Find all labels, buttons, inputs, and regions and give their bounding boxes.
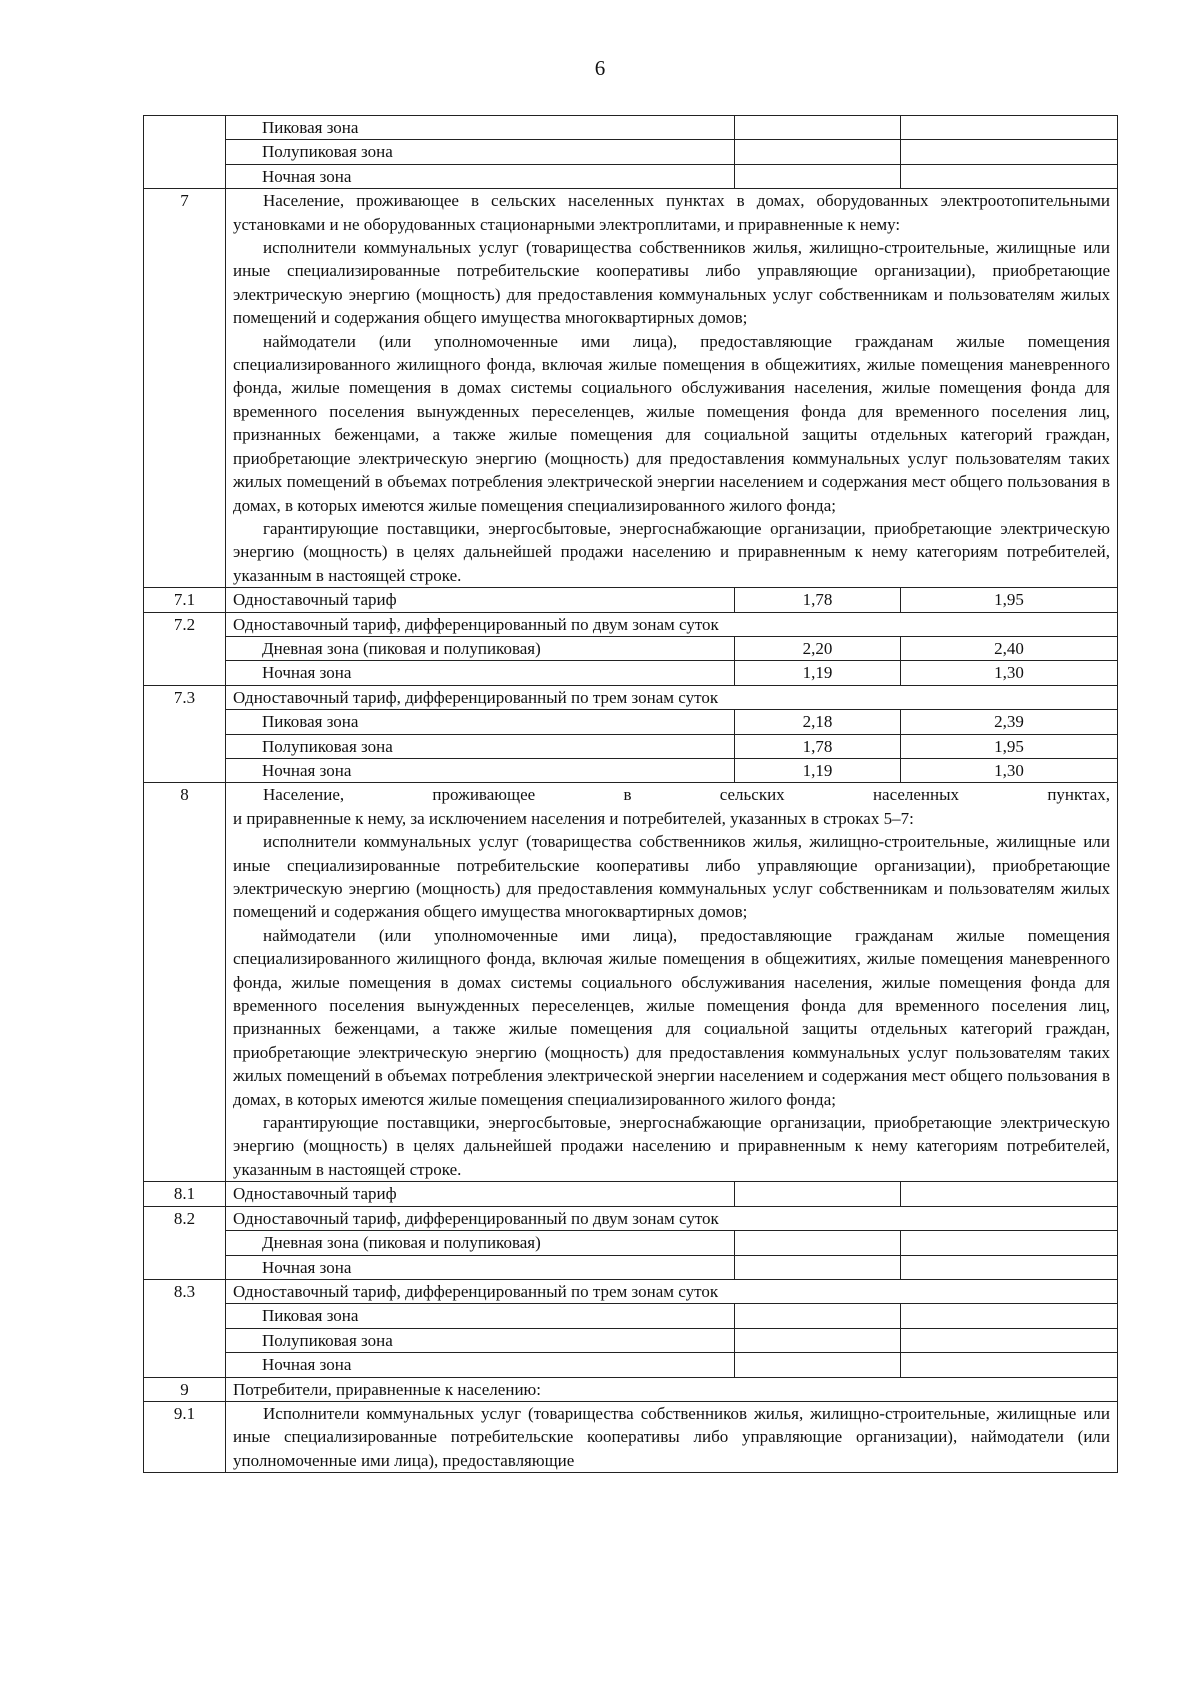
table-row [144, 588, 1118, 612]
tariff-table [143, 115, 1118, 1473]
zone-label: Ночная зона [226, 1255, 735, 1279]
table-row [144, 612, 1118, 636]
value-cell: 1,95 [901, 734, 1118, 758]
value-cell: 1,19 [735, 661, 901, 685]
table-row [144, 164, 1118, 188]
table-row [144, 116, 1118, 140]
value-cell: 1,78 [735, 588, 901, 612]
table-row [144, 1255, 1118, 1279]
zone-label: Пиковая зона [226, 710, 735, 734]
row-number: 7.2 [144, 612, 226, 636]
zone-label: Дневная зона (пиковая и полупиковая) [226, 636, 735, 660]
row-number: 7.3 [144, 685, 226, 709]
zone-label: Ночная зона [226, 1353, 735, 1377]
row-label: Одноставочный тариф, дифференцированный по двум зонам суток [226, 1206, 1118, 1230]
table-row [144, 1206, 1118, 1230]
row-label: Одноставочный тариф [226, 1182, 735, 1206]
table-row [144, 758, 1118, 782]
table-row [144, 1377, 1118, 1401]
row-number: 8.2 [144, 1206, 226, 1230]
table-row [144, 661, 1118, 685]
zone-label: Дневная зона (пиковая и полупиковая) [226, 1231, 735, 1255]
table-row [144, 710, 1118, 734]
value-cell: 2,18 [735, 710, 901, 734]
row-description: Население, проживающее в сельских населенных пунктах в домах, оборудованных электроотопительными установками и не оборудованных стационарными электроплитами, и приравненные к нему: исполнители коммунальных услуг (товарищества собственников жилья, жилищно-строительные, жилищные или иные специализированные потребительские кооперативы либо управляющие организации), приобретающие электрическую энергию (мощность) для предоставления коммунальных услуг собственникам и пользователям жилых помещений и содержания общего имущества многоквартирных домов; наймодатели (или уполномоченные ими лица), предоставляющие гражданам жилые помещения специализированного жилищного фонда, включая жилые помещения в общежитиях, жилые помещения маневренного фонда, жилые помещения в домах системы социального обслуживания населения, жилые помещения фонда для временного поселения вынужденных переселенцев, жилые помещения фонда для временного поселения лиц, признанных беженцами, а также жилые помещения для социальной защиты отдельных категорий граждан, приобретающие электрическую энергию (мощность) для предоставления коммунальных услуг пользователям таких жилых помещений в объемах потребления электрической энергии населением и содержания мест общего пользования в домах, в которых имеются жилые помещения специализированного жилого фонда; гарантирующие поставщики, энергосбытовые, энергоснабжающие организации, приобретающие электрическую энергию (мощность) в целях дальнейшей продажи населению и приравненным к нему категориям потребителей, указанным в настоящей строке. [226, 189, 1118, 588]
zone-label: Ночная зона [226, 758, 735, 782]
value-cell: 1,78 [735, 734, 901, 758]
value-cell: 1,30 [901, 661, 1118, 685]
row-number: 9 [144, 1377, 226, 1401]
row-description: Исполнители коммунальных услуг (товарищества собственников жилья, жилищно-строительные, жилищные или иные специализированные потребительские кооперативы либо управляющие организации), наймодатели (или уполномоченные ими лица), предоставляющие [226, 1401, 1118, 1472]
row-label: Одноставочный тариф, дифференцированный по трем зонам суток [226, 685, 1118, 709]
table-row [144, 1328, 1118, 1352]
value-cell: 1,30 [901, 758, 1118, 782]
table-row [144, 783, 1118, 1182]
row-number: 8 [144, 783, 226, 1182]
row-description: Население, проживающее в сельских населенных пунктах, и приравненные к нему, за исключением населения и потребителей, указанных в строках 5–7: исполнители коммунальных услуг (товарищества собственников жилья, жилищно-строительные, жилищные или иные специализированные потребительские кооперативы либо управляющие организации), приобретающие электрическую энергию (мощность) для предоставления коммунальных услуг собственникам и пользователям жилых помещений и содержания общего имущества многоквартирных домов; наймодатели (или уполномоченные ими лица), предоставляющие гражданам жилые помещения специализированного жилищного фонда, включая жилые помещения в общежитиях, жилые помещения маневренного фонда, жилые помещения в домах системы социального обслуживания населения, жилые помещения фонда для временного поселения вынужденных переселенцев, жилые помещения фонда для временного поселения лиц, признанных беженцами, а также жилые помещения для социальной защиты отдельных категорий граждан, приобретающие электрическую энергию (мощность) для предоставления коммунальных услуг пользователям таких жилых помещений в объемах потребления электрической энергии населением и содержания мест общего пользования в домах, в которых имеются жилые помещения специализированного жилого фонда; гарантирующие поставщики, энергосбытовые, энергоснабжающие организации, приобретающие электрическую энергию (мощность) в целях дальнейшей продажи населению и приравненным к нему категориям потребителей, указанным в настоящей строке. [226, 783, 1118, 1182]
table-row [144, 636, 1118, 660]
row-label: Одноставочный тариф [226, 588, 735, 612]
row-label: Одноставочный тариф, дифференцированный по трем зонам суток [226, 1279, 1118, 1303]
table-row [144, 1279, 1118, 1303]
value-cell: 2,39 [901, 710, 1118, 734]
table-row [144, 1353, 1118, 1377]
value-cell: 1,95 [901, 588, 1118, 612]
row-label: Потребители, приравненные к населению: [226, 1377, 1118, 1401]
zone-label: Полупиковая зона [226, 1328, 735, 1352]
row-label: Одноставочный тариф, дифференцированный по двум зонам суток [226, 612, 1118, 636]
page-number: 6 [594, 56, 606, 80]
row-number: 7 [144, 189, 226, 588]
table-row [144, 1182, 1118, 1206]
row-number: 9.1 [144, 1401, 226, 1472]
table-row [144, 685, 1118, 709]
zone-label: Полупиковая зона [226, 734, 735, 758]
value-cell: 2,20 [735, 636, 901, 660]
row-number: 7.1 [144, 588, 226, 612]
table-row [144, 1401, 1118, 1472]
value-cell: 2,40 [901, 636, 1118, 660]
row-number: 8.1 [144, 1182, 226, 1206]
table-row [144, 140, 1118, 164]
table-row [144, 189, 1118, 588]
zone-label: Ночная зона [226, 661, 735, 685]
zone-label: Пиковая зона [226, 1304, 735, 1328]
zone-label: Пиковая зона [226, 116, 735, 140]
table-row [144, 734, 1118, 758]
zone-label: Ночная зона [226, 164, 735, 188]
table-row [144, 1304, 1118, 1328]
table-row [144, 1231, 1118, 1255]
value-cell: 1,19 [735, 758, 901, 782]
zone-label: Полупиковая зона [226, 140, 735, 164]
row-number: 8.3 [144, 1279, 226, 1303]
